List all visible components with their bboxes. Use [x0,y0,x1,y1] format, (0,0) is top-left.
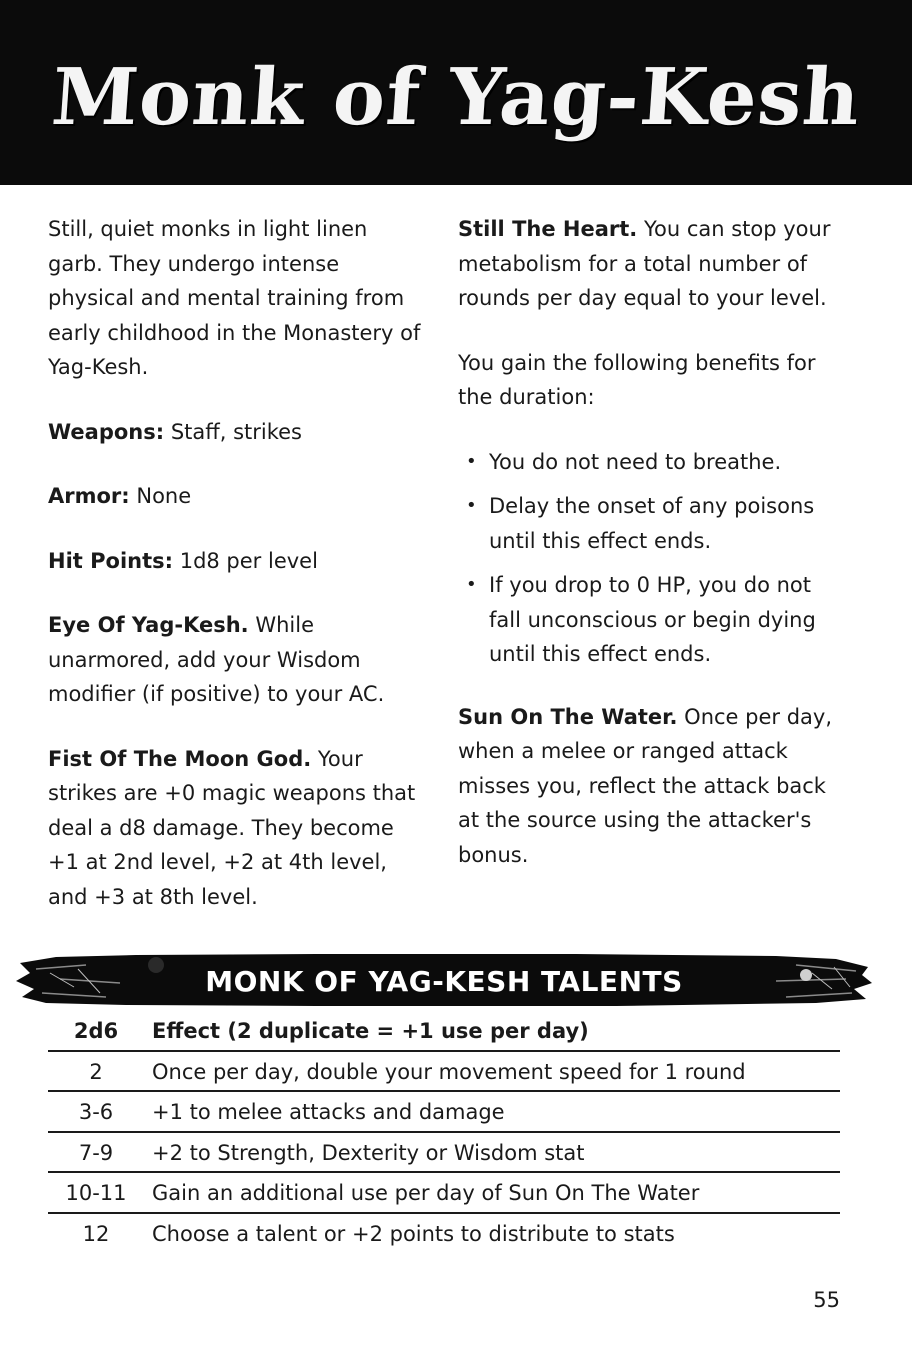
list-item [458,489,848,558]
talents-table [48,1010,840,1253]
armor-entry [48,479,428,514]
list-item [458,445,848,480]
talents-title: MONK OF YAG-KESH TALENTS [205,965,683,998]
hit-points-text: 1d8 per level [173,548,318,573]
list-item-text: Delay the onset of any poisons until this effect ends. [489,494,815,553]
title-banner [0,0,912,185]
weapons-entry [48,415,428,450]
sun-on-the-water-text: Once per day, when a melee or ranged attack misses you, reflect the attack back at the source using the attacker's bonus. [458,704,833,867]
hit-points-entry [48,544,428,579]
table-row [48,1213,840,1254]
eye-of-yag-kesh-text: While unarmored, add your Wisdom modifier (if positive) to your AC. [48,613,385,706]
effect-cell: Once per day, double your movement speed for 1 round [144,1051,840,1092]
table-row [48,1091,840,1132]
effect-cell: Choose a talent or +2 points to distribute to stats [152,1222,675,1247]
table-row [48,1132,840,1173]
bullet-icon: • [466,450,477,472]
effect-cell: +2 to Strength, Dexterity or Wisdom stat [144,1132,840,1173]
bullet-icon: • [466,495,477,516]
roll-cell: 2 [48,1051,144,1092]
still-the-heart-entry [458,212,848,316]
roll-cell: 3-6 [48,1091,144,1132]
eye-of-yag-kesh-label: Eye Of Yag-Kesh. [48,613,249,637]
armor-text: None [129,484,192,508]
fist-of-the-moon-god-entry [48,742,428,915]
roll-cell: 10-11 [48,1172,144,1213]
benefits-list [458,445,848,672]
table-header-row [48,1010,840,1051]
talents-banner [16,953,872,1006]
list-item [458,568,848,672]
bullet-icon: • [466,574,477,595]
effect-cell: Gain an additional use per day of Sun On The Water [144,1172,840,1213]
still-the-heart-text: You can stop your metabolism for a total number of rounds per day equal to your level. [458,217,831,310]
roll-cell: 7-9 [48,1132,144,1173]
armor-label: Armor: [48,484,130,508]
intro-paragraph: Still, quiet monks in light linen garb. They undergo intense physical and mental training from early childhood in the Monastery of Yag-Kesh. [48,217,421,379]
fist-of-the-moon-god-text: Your strikes are +0 magic weapons that deal a d8 damage. They become +1 at 2nd level, +2 at 4th level, and +3 at 8th level. [48,746,416,909]
benefits-intro: You gain the following benefits for the duration: [458,350,816,409]
left-column [48,212,428,944]
hit-points-label: Hit Points: [48,548,174,573]
sun-on-the-water-label: Sun On The Water. [458,704,678,729]
page-number: 55 [813,1288,840,1312]
effect-cell: +1 to melee attacks and damage [144,1091,840,1132]
list-item-text: You do not need to breathe. [489,449,782,474]
list-item-text: If you drop to 0 HP, you do not fall unconscious or begin dying until this effect ends. [489,573,816,666]
table-row [48,1051,840,1092]
roll-cell: 12 [82,1222,110,1247]
weapons-text: Staff, strikes [164,419,302,444]
sun-on-the-water-entry [458,700,848,873]
roll-column-header: 2d6 [48,1010,144,1051]
effect-column-header: Effect (2 duplicate = +1 use per day) [144,1010,840,1051]
table-row [48,1172,840,1213]
page-title: Monk of Yag-Kesh [48,52,864,143]
eye-of-yag-kesh-entry [48,608,428,712]
still-the-heart-label: Still The Heart. [458,217,638,241]
fist-of-the-moon-god-label: Fist Of The Moon God. [48,746,312,771]
right-column [458,212,848,902]
weapons-label: Weapons: [48,419,165,444]
